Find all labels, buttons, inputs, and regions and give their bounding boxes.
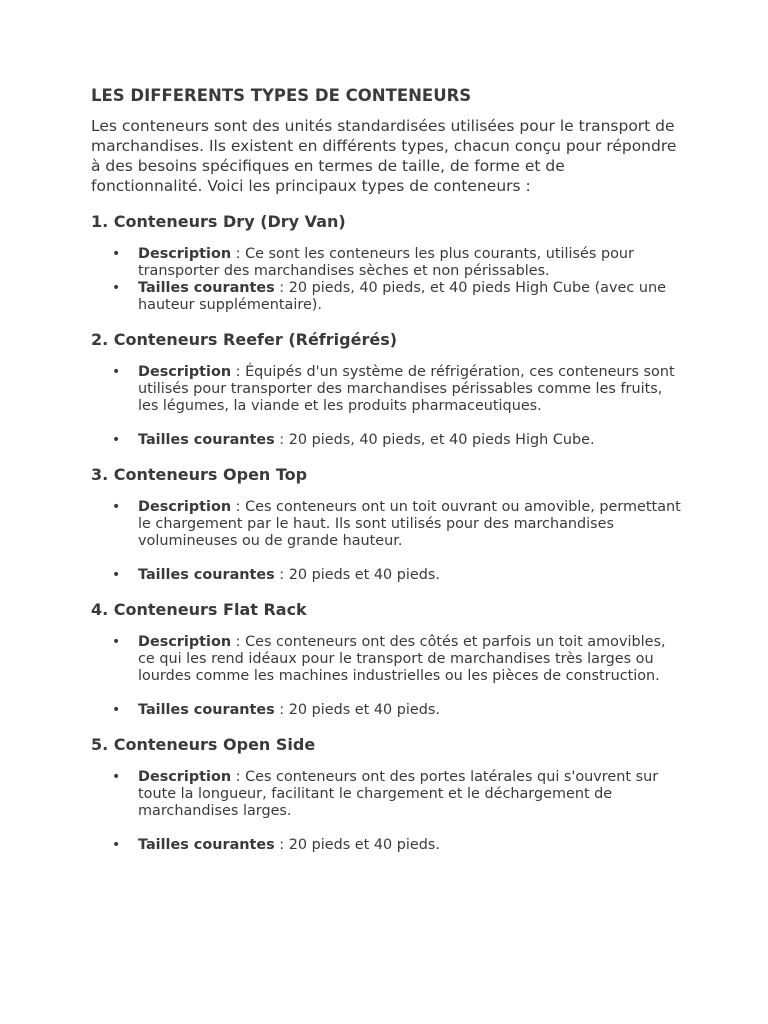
section-list: [91, 769, 681, 854]
list-item-sizes: [91, 837, 681, 854]
list-item-description: [91, 364, 681, 415]
section-heading: 3. Conteneurs Open Top: [91, 465, 308, 484]
section-heading: 4. Conteneurs Flat Rack: [91, 600, 307, 619]
section-open-top: [91, 465, 681, 584]
item-label: Description: [138, 634, 232, 650]
item-label: Description: [138, 364, 232, 380]
item-label: Tailles courantes: [138, 567, 275, 583]
document-page: [91, 86, 681, 854]
item-label: Tailles courantes: [138, 702, 275, 718]
document-title: LES DIFFERENTS TYPES DE CONTENEURS: [91, 86, 472, 105]
list-item-sizes: [91, 567, 681, 584]
list-item-sizes: [91, 702, 681, 719]
section-heading: 5. Conteneurs Open Side: [91, 735, 316, 754]
item-label: Description: [138, 499, 232, 515]
item-text: : Équipés d'un système de réfrigération, ces conteneurs sont utilisés pour transporter des marchandises périssables comme les fruits, les légumes, la viande et les produits pharmaceutiques.: [138, 364, 675, 414]
item-text: : Ces conteneurs ont un toit ouvrant ou amovible, permettant le chargement par le haut. Ils sont utilisés pour des marchandises volumineuses ou de grande hauteur.: [138, 499, 681, 549]
section-list: [91, 364, 681, 449]
item-label: Description: [138, 769, 232, 785]
item-text: : 20 pieds et 40 pieds.: [274, 837, 440, 853]
section-dry: [91, 212, 681, 314]
item-label: Tailles courantes: [138, 837, 275, 853]
section-open-side: [91, 735, 681, 854]
intro-paragraph: Les conteneurs sont des unités standardisées utilisées pour le transport de marchandises. Ils existent en différents types, chacun conçu pour répondre à des besoins spécifiques en termes de taille, de forme et de fonctionnalité. Voici les principaux types de conteneurs :: [91, 117, 677, 195]
item-text: : Ces conteneurs ont des côtés et parfois un toit amovibles, ce qui les rend idéaux pour le transport de marchandises très larges ou lourdes comme les machines industrielles ou les pièces de construction.: [138, 634, 666, 684]
list-item-description: [91, 246, 681, 280]
section-heading: 1. Conteneurs Dry (Dry Van): [91, 212, 346, 231]
section-flat-rack: [91, 600, 681, 719]
section-heading: 2. Conteneurs Reefer (Réfrigérés): [91, 330, 398, 349]
item-label: Tailles courantes: [138, 280, 275, 296]
list-item-sizes: [91, 280, 681, 314]
item-text: : 20 pieds et 40 pieds.: [274, 567, 440, 583]
item-label: Tailles courantes: [138, 432, 275, 448]
item-text: : 20 pieds et 40 pieds.: [274, 702, 440, 718]
item-label: Description: [138, 246, 232, 262]
item-text: : 20 pieds, 40 pieds, et 40 pieds High Cube.: [274, 432, 595, 448]
list-item-description: [91, 634, 681, 685]
list-item-description: [91, 769, 681, 820]
section-list: [91, 634, 681, 719]
section-reefer: [91, 330, 681, 449]
item-text: : 20 pieds, 40 pieds, et 40 pieds High Cube (avec une hauteur supplémentaire).: [138, 280, 666, 313]
item-text: : Ce sont les conteneurs les plus courants, utilisés pour transporter des marchandises sèches et non périssables.: [138, 246, 634, 279]
section-list: [91, 246, 681, 314]
item-text: : Ces conteneurs ont des portes latérales qui s'ouvrent sur toute la longueur, facilitant le chargement et le déchargement de marchandises larges.: [138, 769, 659, 819]
list-item-description: [91, 499, 681, 550]
section-list: [91, 499, 681, 584]
list-item-sizes: [91, 432, 681, 449]
